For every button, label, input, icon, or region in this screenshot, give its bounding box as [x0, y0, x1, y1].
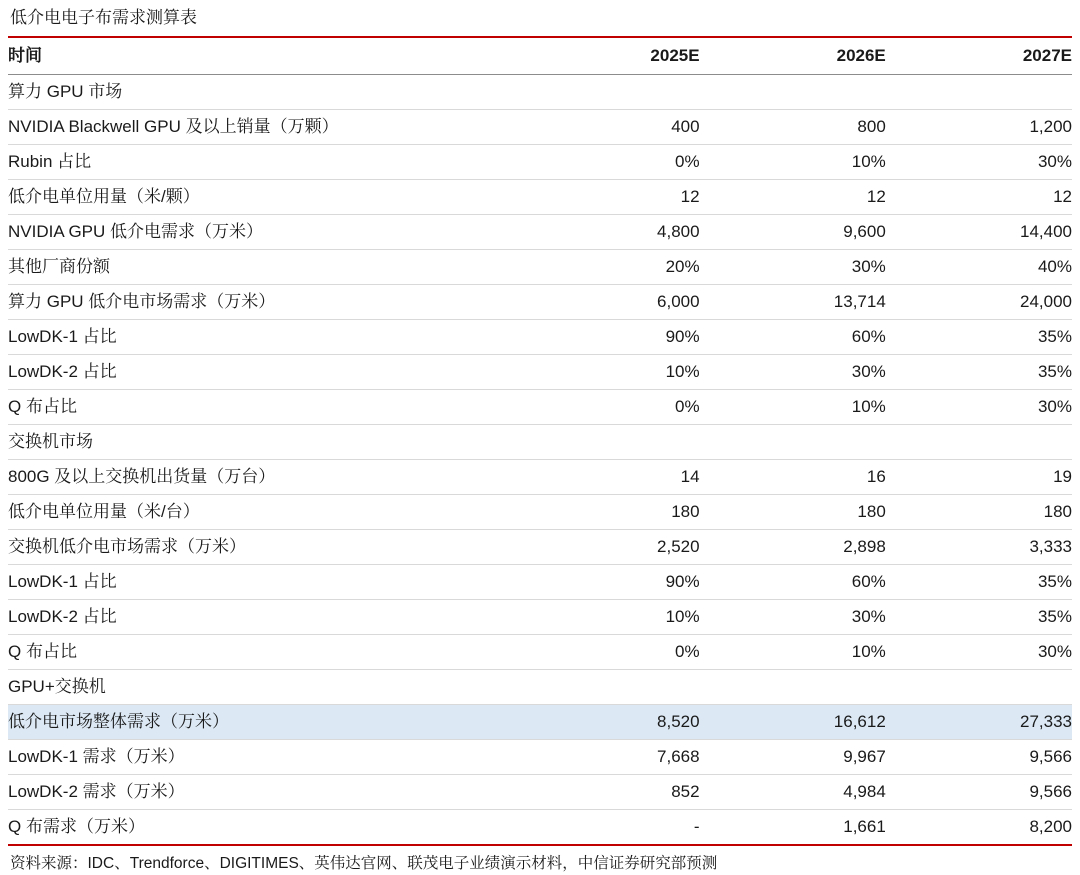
column-header-time: 时间 [8, 37, 513, 75]
demand-forecast-table [8, 36, 1072, 846]
row-label: NVIDIA Blackwell GPU 及以上销量（万颗） [8, 110, 513, 145]
row-value-2025e: 852 [513, 775, 699, 810]
row-label: 800G 及以上交换机出货量（万台） [8, 460, 513, 495]
table-row [8, 320, 1072, 355]
table-header-row [8, 37, 1072, 75]
column-header-2026e: 2026E [700, 37, 886, 75]
table-row [8, 495, 1072, 530]
table-row [8, 460, 1072, 495]
row-value-2025e: 20% [513, 250, 699, 285]
table-row [8, 180, 1072, 215]
row-value-2025e: 12 [513, 180, 699, 215]
row-value-2026e: 30% [700, 355, 886, 390]
row-value-2026e: 60% [700, 565, 886, 600]
table-row-highlighted [8, 705, 1072, 740]
row-value-2027e: 27,333 [886, 705, 1072, 740]
row-label: Q 布占比 [8, 390, 513, 425]
row-value-2026e: 10% [700, 390, 886, 425]
row-value-2026e [700, 425, 886, 460]
table-row [8, 600, 1072, 635]
row-value-2027e [886, 75, 1072, 110]
row-label: 交换机市场 [8, 425, 513, 460]
row-value-2025e [513, 75, 699, 110]
row-label: Q 布占比 [8, 635, 513, 670]
row-value-2025e: 7,668 [513, 740, 699, 775]
row-value-2027e: 3,333 [886, 530, 1072, 565]
table-row [8, 145, 1072, 180]
row-value-2026e: 800 [700, 110, 886, 145]
row-label: GPU+交换机 [8, 670, 513, 705]
row-label: LowDK-2 占比 [8, 355, 513, 390]
row-value-2025e [513, 425, 699, 460]
row-label: Q 布需求（万米） [8, 810, 513, 846]
row-value-2026e: 12 [700, 180, 886, 215]
row-label: 低介电市场整体需求（万米） [8, 705, 513, 740]
row-value-2027e: 30% [886, 635, 1072, 670]
row-value-2027e: 24,000 [886, 285, 1072, 320]
row-value-2027e: 12 [886, 180, 1072, 215]
row-value-2025e: 4,800 [513, 215, 699, 250]
table-row [8, 285, 1072, 320]
row-value-2026e: 180 [700, 495, 886, 530]
row-value-2027e: 9,566 [886, 740, 1072, 775]
row-value-2027e: 9,566 [886, 775, 1072, 810]
row-value-2026e: 1,661 [700, 810, 886, 846]
row-label: 低介电单位用量（米/台） [8, 495, 513, 530]
table-row [8, 250, 1072, 285]
table-row [8, 530, 1072, 565]
row-label: 算力 GPU 低介电市场需求（万米） [8, 285, 513, 320]
row-label: 交换机低介电市场需求（万米） [8, 530, 513, 565]
table-row [8, 110, 1072, 145]
row-value-2025e [513, 670, 699, 705]
table-head [8, 37, 1072, 75]
row-value-2025e: 90% [513, 565, 699, 600]
row-value-2025e: 6,000 [513, 285, 699, 320]
page-title: 低介电电子布需求测算表 [10, 8, 197, 27]
row-label: LowDK-1 占比 [8, 565, 513, 600]
table-body [8, 75, 1072, 846]
column-header-2027e: 2027E [886, 37, 1072, 75]
row-value-2026e: 13,714 [700, 285, 886, 320]
row-value-2027e: 30% [886, 390, 1072, 425]
row-value-2026e: 9,600 [700, 215, 886, 250]
row-value-2026e: 30% [700, 600, 886, 635]
row-value-2027e [886, 425, 1072, 460]
row-value-2027e: 35% [886, 600, 1072, 635]
table-row [8, 390, 1072, 425]
row-label: LowDK-1 需求（万米） [8, 740, 513, 775]
row-value-2025e: 90% [513, 320, 699, 355]
table-row [8, 670, 1072, 705]
row-value-2027e: 1,200 [886, 110, 1072, 145]
table-row [8, 740, 1072, 775]
row-label: Rubin 占比 [8, 145, 513, 180]
table-row [8, 425, 1072, 460]
row-value-2025e: 10% [513, 355, 699, 390]
row-value-2026e: 30% [700, 250, 886, 285]
table-row [8, 565, 1072, 600]
row-value-2025e: - [513, 810, 699, 846]
row-label: 算力 GPU 市场 [8, 75, 513, 110]
row-value-2025e: 0% [513, 145, 699, 180]
row-value-2026e [700, 75, 886, 110]
row-value-2026e: 4,984 [700, 775, 886, 810]
row-value-2027e: 19 [886, 460, 1072, 495]
row-value-2026e: 16,612 [700, 705, 886, 740]
table-row [8, 215, 1072, 250]
row-value-2025e: 0% [513, 390, 699, 425]
table-row [8, 75, 1072, 110]
row-value-2027e: 35% [886, 355, 1072, 390]
table-row [8, 635, 1072, 670]
column-header-2025e: 2025E [513, 37, 699, 75]
row-value-2025e: 2,520 [513, 530, 699, 565]
row-value-2026e: 10% [700, 145, 886, 180]
row-value-2026e: 2,898 [700, 530, 886, 565]
row-value-2027e: 14,400 [886, 215, 1072, 250]
row-value-2025e: 180 [513, 495, 699, 530]
row-value-2025e: 14 [513, 460, 699, 495]
row-value-2027e [886, 670, 1072, 705]
table-row [8, 810, 1072, 846]
row-value-2025e: 400 [513, 110, 699, 145]
row-value-2027e: 180 [886, 495, 1072, 530]
row-value-2027e: 30% [886, 145, 1072, 180]
row-value-2027e: 8,200 [886, 810, 1072, 846]
table-row [8, 355, 1072, 390]
source-note: 资料来源：IDC、Trendforce、DIGITIMES、英伟达官网、联茂电子业绩演示材料，中信证券研究部预测 [10, 855, 718, 872]
row-label: LowDK-2 占比 [8, 600, 513, 635]
row-label: 低介电单位用量（米/颗） [8, 180, 513, 215]
row-value-2025e: 10% [513, 600, 699, 635]
row-value-2025e: 0% [513, 635, 699, 670]
row-value-2027e: 35% [886, 565, 1072, 600]
row-value-2026e: 9,967 [700, 740, 886, 775]
table-row [8, 775, 1072, 810]
row-value-2026e: 60% [700, 320, 886, 355]
row-value-2026e: 16 [700, 460, 886, 495]
row-value-2027e: 35% [886, 320, 1072, 355]
row-label: 其他厂商份额 [8, 250, 513, 285]
row-value-2026e [700, 670, 886, 705]
row-label: NVIDIA GPU 低介电需求（万米） [8, 215, 513, 250]
row-label: LowDK-1 占比 [8, 320, 513, 355]
row-label: LowDK-2 需求（万米） [8, 775, 513, 810]
row-value-2026e: 10% [700, 635, 886, 670]
row-value-2027e: 40% [886, 250, 1072, 285]
row-value-2025e: 8,520 [513, 705, 699, 740]
